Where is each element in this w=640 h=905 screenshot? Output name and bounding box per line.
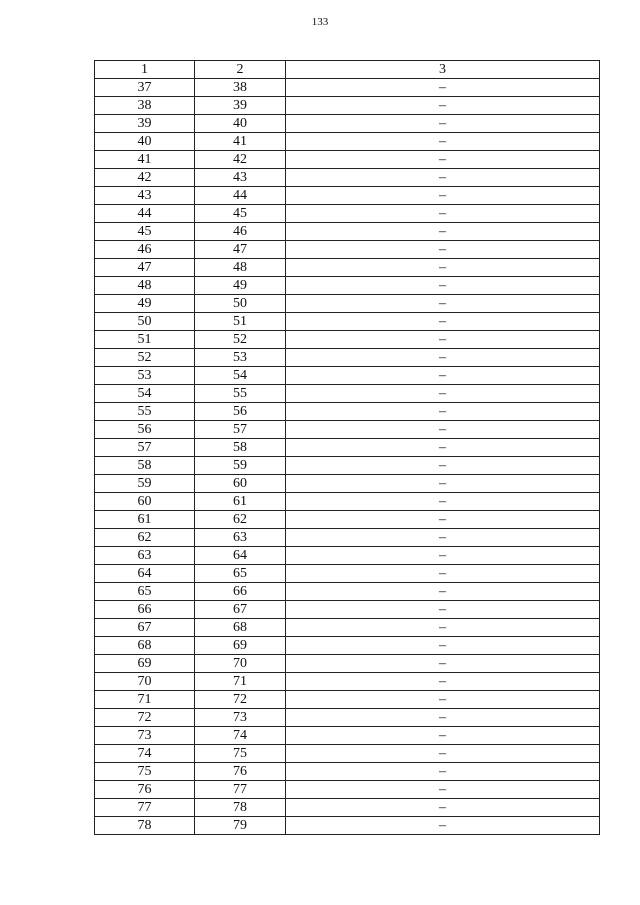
table-row (95, 421, 600, 439)
table-cell-col-1: 49 (95, 295, 195, 313)
table-cell-col-1: 43 (95, 187, 195, 205)
table-cell-col-1: 52 (95, 349, 195, 367)
table-cell-col-1: 60 (95, 493, 195, 511)
table-cell-col-3: – (286, 313, 600, 331)
table-cell-col-3: – (286, 79, 600, 97)
table-cell-col-3: – (286, 151, 600, 169)
table-row (95, 565, 600, 583)
table-cell-col-2: 59 (195, 457, 286, 475)
table-cell-col-1: 67 (95, 619, 195, 637)
table-cell-col-1: 77 (95, 799, 195, 817)
table-row (95, 331, 600, 349)
table-cell-col-3: – (286, 763, 600, 781)
table-cell-col-2: 40 (195, 115, 286, 133)
table-cell-col-1: 59 (95, 475, 195, 493)
table-row (95, 349, 600, 367)
table-row (95, 133, 600, 151)
table-row (95, 403, 600, 421)
table-row (95, 115, 600, 133)
table-cell-col-1: 55 (95, 403, 195, 421)
table-cell-col-2: 47 (195, 241, 286, 259)
table-cell-col-2: 42 (195, 151, 286, 169)
table-row (95, 259, 600, 277)
table-row (95, 511, 600, 529)
table-cell-col-3: – (286, 565, 600, 583)
table-row (95, 763, 600, 781)
table-cell-col-2: 58 (195, 439, 286, 457)
table-cell-col-1: 61 (95, 511, 195, 529)
table-cell-col-1: 54 (95, 385, 195, 403)
table-cell-col-1: 57 (95, 439, 195, 457)
table-row (95, 781, 600, 799)
table-row (95, 529, 600, 547)
table-cell-col-2: 41 (195, 133, 286, 151)
table-cell-col-3: – (286, 637, 600, 655)
table-row (95, 619, 600, 637)
table-cell-col-3: – (286, 529, 600, 547)
table-cell-col-3: – (286, 421, 600, 439)
table-cell-col-2: 51 (195, 313, 286, 331)
table-cell-col-2: 70 (195, 655, 286, 673)
table-cell-col-3: – (286, 133, 600, 151)
table-cell-col-3: – (286, 511, 600, 529)
table-cell-col-2: 48 (195, 259, 286, 277)
table-body (95, 79, 600, 835)
table-cell-col-1: 66 (95, 601, 195, 619)
table-cell-col-2: 65 (195, 565, 286, 583)
table-cell-col-3: – (286, 223, 600, 241)
table-cell-col-3: – (286, 727, 600, 745)
table-cell-col-3: – (286, 601, 600, 619)
table-cell-col-2: 74 (195, 727, 286, 745)
table-cell-col-2: 50 (195, 295, 286, 313)
data-table (94, 60, 600, 835)
table-cell-col-1: 39 (95, 115, 195, 133)
table-cell-col-2: 53 (195, 349, 286, 367)
table-row (95, 493, 600, 511)
table-row (95, 655, 600, 673)
table-cell-col-1: 40 (95, 133, 195, 151)
table-cell-col-3: – (286, 475, 600, 493)
table-cell-col-1: 74 (95, 745, 195, 763)
table-cell-col-3: – (286, 655, 600, 673)
table-cell-col-3: – (286, 385, 600, 403)
table-cell-col-2: 39 (195, 97, 286, 115)
table-cell-col-2: 43 (195, 169, 286, 187)
table-row (95, 547, 600, 565)
table-cell-col-1: 71 (95, 691, 195, 709)
table-cell-col-1: 69 (95, 655, 195, 673)
table-row (95, 79, 600, 97)
table-row (95, 799, 600, 817)
header-cell-col-2: 2 (195, 61, 286, 79)
table-cell-col-2: 71 (195, 673, 286, 691)
header-cell-col-3: 3 (286, 61, 600, 79)
table-row (95, 727, 600, 745)
table-row (95, 439, 600, 457)
table-cell-col-2: 64 (195, 547, 286, 565)
table-cell-col-2: 44 (195, 187, 286, 205)
table-cell-col-2: 66 (195, 583, 286, 601)
table-cell-col-2: 57 (195, 421, 286, 439)
table-cell-col-2: 77 (195, 781, 286, 799)
table-cell-col-3: – (286, 205, 600, 223)
table-cell-col-1: 48 (95, 277, 195, 295)
table-cell-col-1: 42 (95, 169, 195, 187)
table-cell-col-3: – (286, 259, 600, 277)
table-row (95, 691, 600, 709)
table-row (95, 151, 600, 169)
table-row (95, 709, 600, 727)
table-cell-col-2: 60 (195, 475, 286, 493)
table-cell-col-2: 52 (195, 331, 286, 349)
table-cell-col-3: – (286, 331, 600, 349)
table-cell-col-3: – (286, 169, 600, 187)
table-row (95, 457, 600, 475)
table-cell-col-1: 73 (95, 727, 195, 745)
table-cell-col-3: – (286, 817, 600, 835)
table-row (95, 97, 600, 115)
table-cell-col-1: 45 (95, 223, 195, 241)
table-row (95, 169, 600, 187)
table-cell-col-1: 70 (95, 673, 195, 691)
table-cell-col-3: – (286, 673, 600, 691)
table-cell-col-3: – (286, 547, 600, 565)
table-cell-col-3: – (286, 691, 600, 709)
table-cell-col-1: 41 (95, 151, 195, 169)
table-cell-col-3: – (286, 781, 600, 799)
table-cell-col-3: – (286, 367, 600, 385)
table-cell-col-2: 49 (195, 277, 286, 295)
table-cell-col-3: – (286, 349, 600, 367)
table-cell-col-3: – (286, 97, 600, 115)
table-cell-col-2: 46 (195, 223, 286, 241)
table-cell-col-3: – (286, 799, 600, 817)
table-row (95, 637, 600, 655)
table-cell-col-3: – (286, 457, 600, 475)
table-cell-col-3: – (286, 619, 600, 637)
header-row (95, 61, 600, 79)
table-cell-col-2: 76 (195, 763, 286, 781)
table-cell-col-1: 50 (95, 313, 195, 331)
table-cell-col-3: – (286, 745, 600, 763)
table-cell-col-1: 58 (95, 457, 195, 475)
table-cell-col-1: 53 (95, 367, 195, 385)
table-cell-col-3: – (286, 115, 600, 133)
header-cell-col-1: 1 (95, 61, 195, 79)
table-cell-col-1: 37 (95, 79, 195, 97)
table-cell-col-1: 68 (95, 637, 195, 655)
table-cell-col-3: – (286, 493, 600, 511)
table-cell-col-1: 64 (95, 565, 195, 583)
table-cell-col-2: 68 (195, 619, 286, 637)
table-cell-col-3: – (286, 277, 600, 295)
table-row (95, 745, 600, 763)
table-cell-col-3: – (286, 439, 600, 457)
table-cell-col-1: 56 (95, 421, 195, 439)
table-cell-col-2: 79 (195, 817, 286, 835)
table-cell-col-2: 78 (195, 799, 286, 817)
table-cell-col-1: 38 (95, 97, 195, 115)
table-row (95, 583, 600, 601)
table-row (95, 385, 600, 403)
table-cell-col-2: 69 (195, 637, 286, 655)
table-cell-col-3: – (286, 403, 600, 421)
table-row (95, 187, 600, 205)
table-row (95, 475, 600, 493)
table-row (95, 277, 600, 295)
table-cell-col-1: 63 (95, 547, 195, 565)
table-cell-col-1: 75 (95, 763, 195, 781)
table-cell-col-2: 62 (195, 511, 286, 529)
table-cell-col-1: 72 (95, 709, 195, 727)
table-cell-col-1: 65 (95, 583, 195, 601)
table-row (95, 223, 600, 241)
table-cell-col-2: 38 (195, 79, 286, 97)
table-cell-col-2: 67 (195, 601, 286, 619)
table-row (95, 313, 600, 331)
table-cell-col-1: 76 (95, 781, 195, 799)
table-cell-col-2: 61 (195, 493, 286, 511)
table-cell-col-2: 75 (195, 745, 286, 763)
table-cell-col-1: 47 (95, 259, 195, 277)
table-cell-col-3: – (286, 709, 600, 727)
table-row (95, 601, 600, 619)
table-cell-col-3: – (286, 295, 600, 313)
table-row (95, 295, 600, 313)
table-row (95, 673, 600, 691)
table-cell-col-2: 63 (195, 529, 286, 547)
table-cell-col-2: 45 (195, 205, 286, 223)
page-number: 133 (311, 16, 329, 28)
table-cell-col-3: – (286, 187, 600, 205)
table-row (95, 205, 600, 223)
table-row (95, 241, 600, 259)
table-cell-col-1: 44 (95, 205, 195, 223)
table-cell-col-2: 54 (195, 367, 286, 385)
table-header (95, 61, 600, 79)
table-cell-col-1: 46 (95, 241, 195, 259)
table-cell-col-3: – (286, 583, 600, 601)
table-row (95, 817, 600, 835)
table-cell-col-2: 72 (195, 691, 286, 709)
table-row (95, 367, 600, 385)
table-cell-col-1: 51 (95, 331, 195, 349)
table-cell-col-1: 78 (95, 817, 195, 835)
table-cell-col-2: 56 (195, 403, 286, 421)
table-cell-col-3: – (286, 241, 600, 259)
table-cell-col-2: 73 (195, 709, 286, 727)
table-cell-col-1: 62 (95, 529, 195, 547)
table-cell-col-2: 55 (195, 385, 286, 403)
